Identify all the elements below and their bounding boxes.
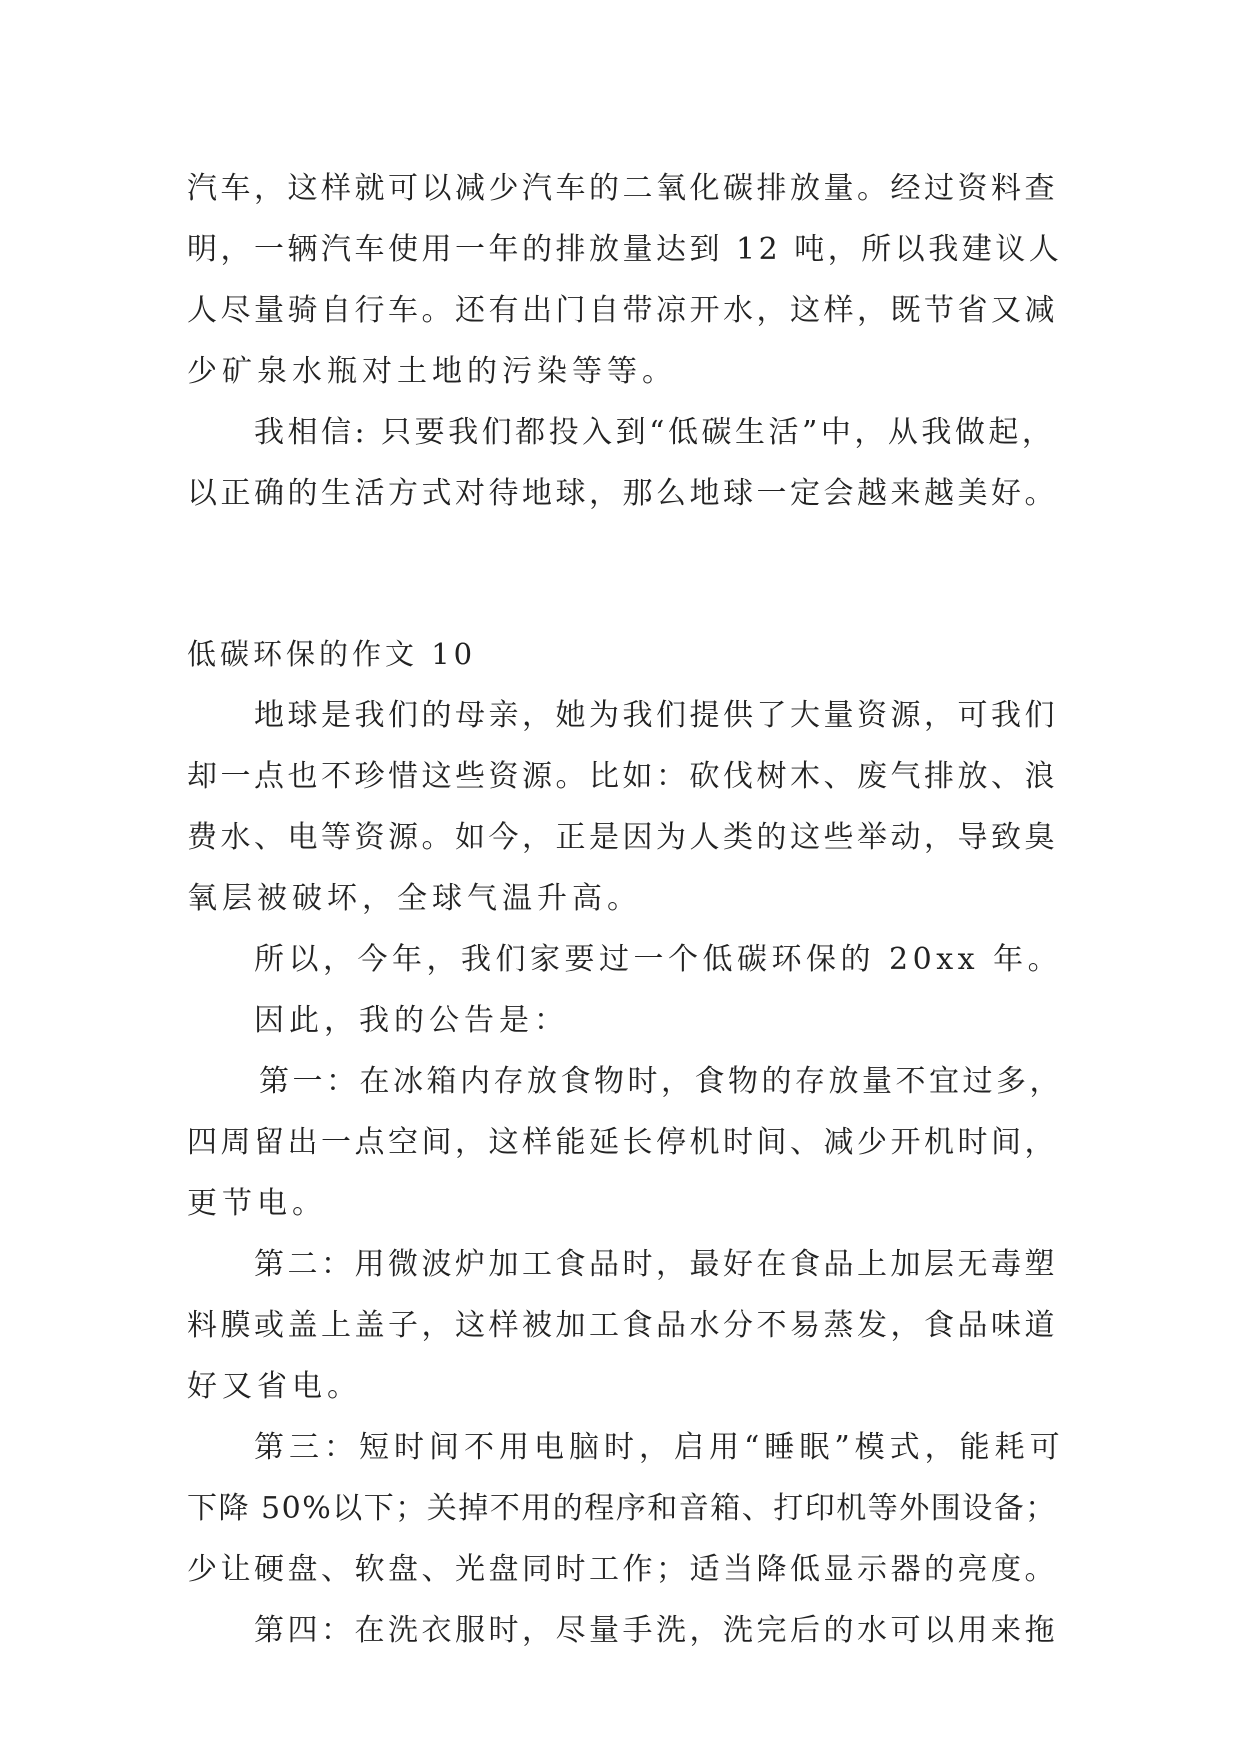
text-line: 人尽量骑自行车。还有出门自带凉开水，这样，既节省又减 [187,293,1058,328]
text-line: 费水、电等资源。如今，正是因为人类的这些举动，导致臭 [187,820,1058,855]
paragraph-announcement [187,990,1067,1051]
paragraph-item-four [187,1600,1067,1661]
text-line: 因此，我的公告是： [254,1003,569,1038]
paragraph-item-two [187,1234,1067,1417]
paragraph-car-emissions [187,158,1067,402]
text-line: 第三：短时间不用电脑时，启用“睡眠”模式，能耗可 [254,1430,1065,1465]
text-line: 四周留出一点空间，这样能延长停机时间、减少开机时间， [187,1125,1058,1160]
text-line: 更节电。 [187,1186,327,1221]
text-line: 我相信: 只要我们都投入到“低碳生活”中，从我做起， [254,415,1056,450]
text-line: 料膜或盖上盖子，这样被加工食品水分不易蒸发，食品味道 [187,1308,1058,1343]
text-line: 以正确的生活方式对待地球，那么地球一定会越来越美好。 [187,476,1058,511]
text-line: 少让硬盘、软盘、光盘同时工作；适当降低显示器的亮度。 [187,1552,1058,1587]
text-line: 少矿泉水瓶对土地的污染等等。 [187,354,677,389]
paragraph-item-one [187,1051,1067,1234]
text-line: 第四：在洗衣服时，尽量手洗，洗完后的水可以用来拖 [254,1613,1058,1648]
paragraph-this-year [187,929,1067,990]
paragraph-item-three [187,1417,1067,1600]
text-line: 所以，今年，我们家要过一个低碳环保的 20xx 年。 [254,942,1063,977]
text-line: 地球是我们的母亲，她为我们提供了大量资源，可我们 [254,698,1058,733]
text-line: 氧层被破坏，全球气温升高。 [187,881,642,916]
text-line: 明，一辆汽车使用一年的排放量达到 12 吨，所以我建议人 [187,232,1063,267]
paragraph-belief [187,402,1067,524]
document-body [187,158,1067,1661]
section-gap [187,524,1067,624]
text-line: 汽车，这样就可以减少汽车的二氧化碳排放量。经过资料查 [187,171,1058,206]
text-line: 第二：用微波炉加工食品时，最好在食品上加层无毒塑 [254,1247,1058,1282]
paragraph-earth-mother [187,685,1067,929]
text-line: 却一点也不珍惜这些资源。比如：砍伐树木、废气排放、浪 [187,759,1058,794]
text-line: 第一：在冰箱内存放食物时，食物的存放量不宜过多， [259,1064,1063,1099]
text-line: 好又省电。 [187,1369,362,1404]
essay-heading: 低碳环保的作文 10 [187,637,477,671]
text-line: 下降 50%以下；关掉不用的程序和音箱、打印机等外围设备； [187,1491,1057,1526]
